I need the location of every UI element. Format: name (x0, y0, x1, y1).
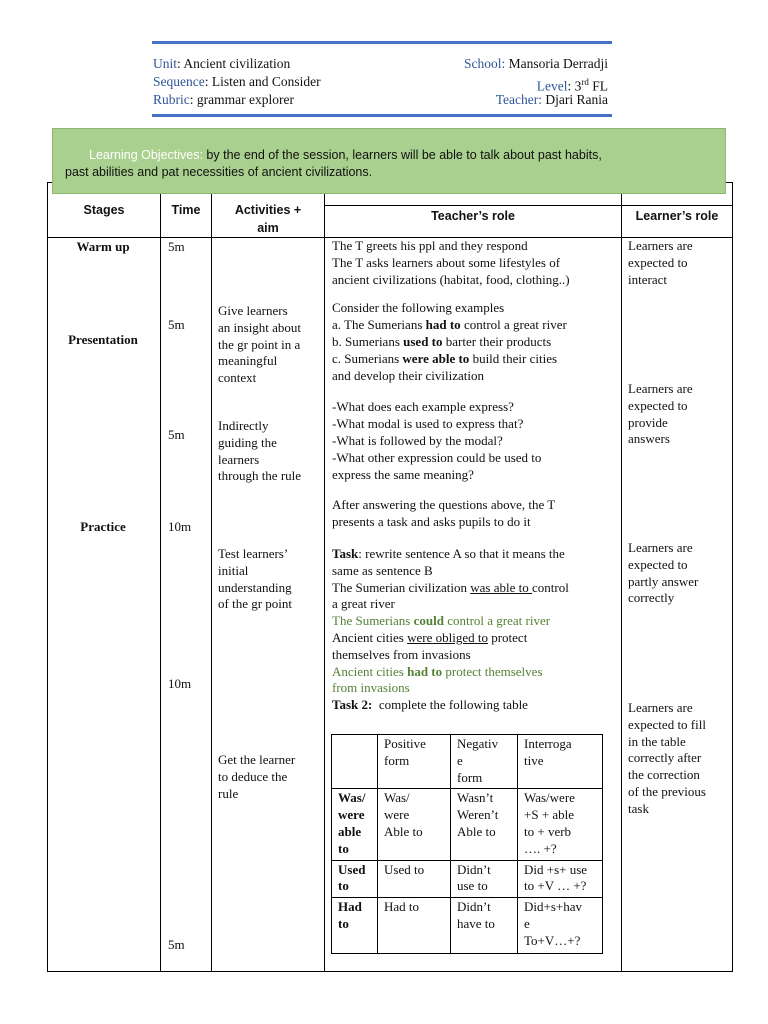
answer-1 (332, 613, 620, 630)
learner-line: in the table (628, 733, 686, 749)
table-bottom-border (47, 971, 733, 972)
question-line: -What is followed by the modal? (332, 432, 503, 448)
sentence-1-text: control (532, 579, 569, 595)
learner-line: partly answer (628, 573, 699, 589)
activity-guiding (218, 418, 322, 485)
grammar-table (331, 734, 603, 954)
col-header-activities-line1: Activities + (234, 203, 302, 217)
school-value: Mansoria Derradji (505, 56, 608, 71)
learner-line: the correction (628, 767, 700, 783)
header-interrogative: Interroga tive (524, 736, 572, 768)
task-2-text: complete the following table (372, 697, 528, 713)
cell-text: Did +s+ use to +V … +? (524, 861, 588, 894)
school-label: School: (464, 56, 506, 71)
learner-line: expected to fill (628, 716, 706, 732)
level-label: Level (536, 78, 568, 94)
row-label-had-to: Had to (338, 899, 362, 931)
activity-deduce-line: Get the learner (218, 752, 296, 767)
learner-line: provide (628, 414, 668, 430)
task-1-text-continued: same as sentence B (332, 562, 433, 578)
sequence-value: : Listen and Consider (204, 74, 321, 89)
question-line: -What other expression could be used to (332, 449, 542, 465)
learner-line: Learners are (628, 238, 693, 253)
answer-2-text: protect themselves (442, 663, 543, 679)
cell-text: Had to (384, 899, 420, 915)
learner-line: Learners are (628, 700, 693, 715)
sentence-1 (332, 580, 620, 597)
teacher-label: Teacher: (495, 92, 543, 107)
teacher-consider: Consider the following examples (332, 300, 505, 316)
learner-role-table (628, 700, 730, 818)
example-c-modal: were able to (402, 350, 470, 366)
cell-text: Wasn’t Weren’t Able to (457, 790, 499, 839)
learner-line: expected to (628, 254, 688, 270)
rubric-value: : grammar explorer (189, 92, 294, 107)
answer-1-text: control a great river (443, 613, 551, 629)
task-2-label: Task 2: (332, 697, 373, 713)
row-label-used-to: Used to (338, 861, 366, 894)
grammar-cell (451, 789, 518, 860)
grammar-cell (378, 789, 451, 860)
cell-text: Didn’t use to (457, 861, 491, 894)
grammar-table-header-cell (518, 735, 603, 789)
cell-text: Did+s+hav e To+V…+? (524, 899, 582, 948)
teacher-warm-line: The T greets his ppl and they respond (332, 238, 528, 253)
learner-line: task (628, 800, 649, 816)
learner-line: expected to (628, 397, 688, 413)
grammar-cell (451, 898, 518, 954)
answer-2 (332, 664, 620, 681)
col-header-stages: Stages (83, 203, 125, 217)
col-header-teacher: Teacher’s role (431, 209, 515, 223)
sentence-2-underline: were obliged to (407, 629, 488, 645)
task-1-text: : rewrite sentence A so that it means the (358, 545, 565, 561)
col-header-activities (212, 201, 324, 237)
example-c-continued: and develop their civilization (332, 367, 484, 383)
after-line: After answering the questions above, the T (332, 497, 556, 513)
activity-insight-line: an insight about (218, 319, 302, 335)
answer-1-modal: could (413, 613, 444, 629)
teacher-line (496, 91, 608, 109)
example-a-text: control a great river (460, 317, 567, 333)
example-a-modal: had to (425, 317, 461, 333)
cell-text: Used to (384, 861, 425, 877)
teacher-warm-line: ancient civilizations (habitat, food, clothing..) (332, 271, 570, 287)
header-positive: Positive form (384, 736, 426, 768)
learner-role-partly (628, 540, 730, 607)
time-warm-up: 5m (168, 239, 185, 254)
sequence-line (153, 73, 321, 91)
task-2 (332, 697, 620, 714)
activity-guiding-line: learners (218, 451, 260, 467)
learner-line: correctly (628, 590, 675, 606)
table-left-border (47, 182, 48, 972)
time-guided: 5m (168, 427, 185, 442)
activity-insight-line: the gr point in a (218, 336, 301, 352)
grammar-cell (378, 860, 451, 898)
learner-line: Learners are (628, 381, 693, 396)
objectives-text-1: by the end of the session, learners will be able to talk about past habits, (202, 148, 602, 162)
answer-1-text: The Sumerians (332, 613, 414, 629)
sentence-2 (332, 630, 620, 647)
example-a (332, 317, 620, 334)
sentence-2-continued: themselves from invasions (332, 646, 471, 662)
grammar-table-header (332, 735, 603, 789)
col-header-time: Time (171, 203, 201, 217)
task-1-label: Task (332, 545, 359, 561)
time-final: 5m (168, 937, 185, 952)
example-b-text: b. Sumerians (332, 333, 404, 349)
sentence-1-underline: was able to (470, 579, 532, 595)
stage-warm-up: Warm up (76, 239, 130, 254)
stage-presentation: Presentation (68, 332, 138, 347)
example-c-text: c. Sumerians (332, 350, 403, 366)
activity-test-line: Test learners’ (218, 546, 289, 561)
example-c (332, 351, 620, 368)
activity-guiding-line: through the rule (218, 468, 302, 484)
learner-line: Learners are (628, 540, 693, 555)
activity-guiding-line: Indirectly (218, 418, 269, 433)
sentence-2-text: Ancient cities (332, 629, 408, 645)
col-header-activities-line2: aim (257, 221, 279, 235)
after-line: presents a task and asks pupils to do it (332, 514, 531, 530)
rubric-label: Rubric (153, 92, 190, 107)
activity-deduce-line: to deduce the (218, 768, 288, 784)
rubric-line (153, 91, 294, 109)
learning-objectives-box (52, 128, 726, 194)
time-presentation: 5m (168, 317, 185, 332)
time-task: 10m (168, 676, 192, 691)
objectives-text-2: past abilities and pat necessities of ancient civilizations. (65, 165, 373, 179)
example-b-modal: used to (403, 333, 443, 349)
activity-insight-line: meaningful (218, 353, 278, 369)
col-header-learner: Learner’s role (635, 209, 719, 223)
grammar-cell (518, 789, 603, 860)
teacher-role-content (332, 238, 620, 714)
example-c-text: build their cities (469, 350, 558, 366)
header-top-rule (152, 41, 612, 44)
cell-text: Was/ were Able to (384, 790, 423, 839)
grammar-table-row (332, 898, 603, 954)
question-line: -What modal is used to express that? (332, 416, 524, 432)
grammar-table-row (332, 789, 603, 860)
learner-role-interact (628, 238, 730, 288)
col-divider-3 (324, 194, 325, 972)
question-line: express the same meaning? (332, 466, 474, 482)
header-bottom-rule (152, 114, 612, 117)
activity-insight (218, 303, 322, 387)
grammar-cell (451, 860, 518, 898)
learner-role-answers (628, 381, 730, 448)
learner-line: expected to (628, 556, 688, 572)
activity-insight-line: context (218, 370, 257, 386)
activity-test (218, 546, 322, 613)
answer-2-text: Ancient cities (332, 663, 408, 679)
example-b-text: barter their products (442, 333, 552, 349)
unit-value: : Ancient civilization (177, 56, 291, 71)
cell-text: Didn’t have to (457, 899, 495, 931)
col-divider-2 (211, 194, 212, 972)
grammar-table-header-cell (451, 735, 518, 789)
grammar-row-label (332, 860, 378, 898)
learner-line: of the previous (628, 783, 706, 799)
answer-2-continued: from invasions (332, 680, 410, 696)
table-right-border (732, 182, 733, 972)
objectives-label: Learning Objectives: (89, 148, 203, 162)
sentence-1-continued: a great river (332, 596, 395, 612)
grammar-table-row (332, 860, 603, 898)
activity-guiding-line: guiding the (218, 434, 277, 450)
unit-label: Unit (153, 56, 178, 71)
grammar-table-corner (332, 735, 378, 789)
activity-insight-line: Give learners (218, 303, 288, 318)
example-a-text: a. The Sumerians (332, 317, 426, 333)
learner-line: correctly after (628, 750, 702, 766)
grammar-row-label (332, 898, 378, 954)
time-practice: 10m (168, 519, 192, 534)
cell-text: Was/were +S + able to + verb …. +? (524, 790, 575, 856)
teacher-warm-line: The T asks learners about some lifestyles of (332, 254, 561, 270)
example-b (332, 334, 620, 351)
grammar-row-label (332, 789, 378, 860)
learner-line: answers (628, 431, 670, 447)
activity-test-line: initial (218, 562, 249, 578)
task-1 (332, 546, 620, 563)
learner-line: interact (628, 271, 667, 287)
sentence-1-text: The Sumerian civilization (332, 579, 471, 595)
question-line: -What does each example express? (332, 399, 514, 415)
grammar-cell (518, 898, 603, 954)
sequence-label: Sequence (153, 74, 205, 89)
activity-deduce (218, 752, 322, 802)
level-suffix: FL (588, 78, 608, 94)
row-label-was-able: Was/ were able to (338, 790, 366, 856)
stage-practice: Practice (80, 519, 126, 534)
activity-test-line: of the gr point (218, 596, 293, 612)
answer-2-modal: had to (407, 663, 443, 679)
grammar-table-header-cell (378, 735, 451, 789)
col-divider-1 (160, 194, 161, 972)
grammar-cell (378, 898, 451, 954)
activity-deduce-line: rule (218, 785, 239, 801)
activity-test-line: understanding (218, 579, 292, 595)
grammar-cell (518, 860, 603, 898)
col-divider-4 (621, 194, 622, 972)
table-teacher-header-top (324, 205, 733, 206)
level-sup: rd (581, 77, 589, 87)
sentence-2-text: protect (487, 629, 528, 645)
teacher-value: Djari Rania (542, 92, 608, 107)
level-value: : 3 (567, 78, 582, 94)
school-line (464, 55, 608, 73)
unit-line (153, 55, 290, 73)
header-negative: Negativ e form (457, 736, 499, 785)
